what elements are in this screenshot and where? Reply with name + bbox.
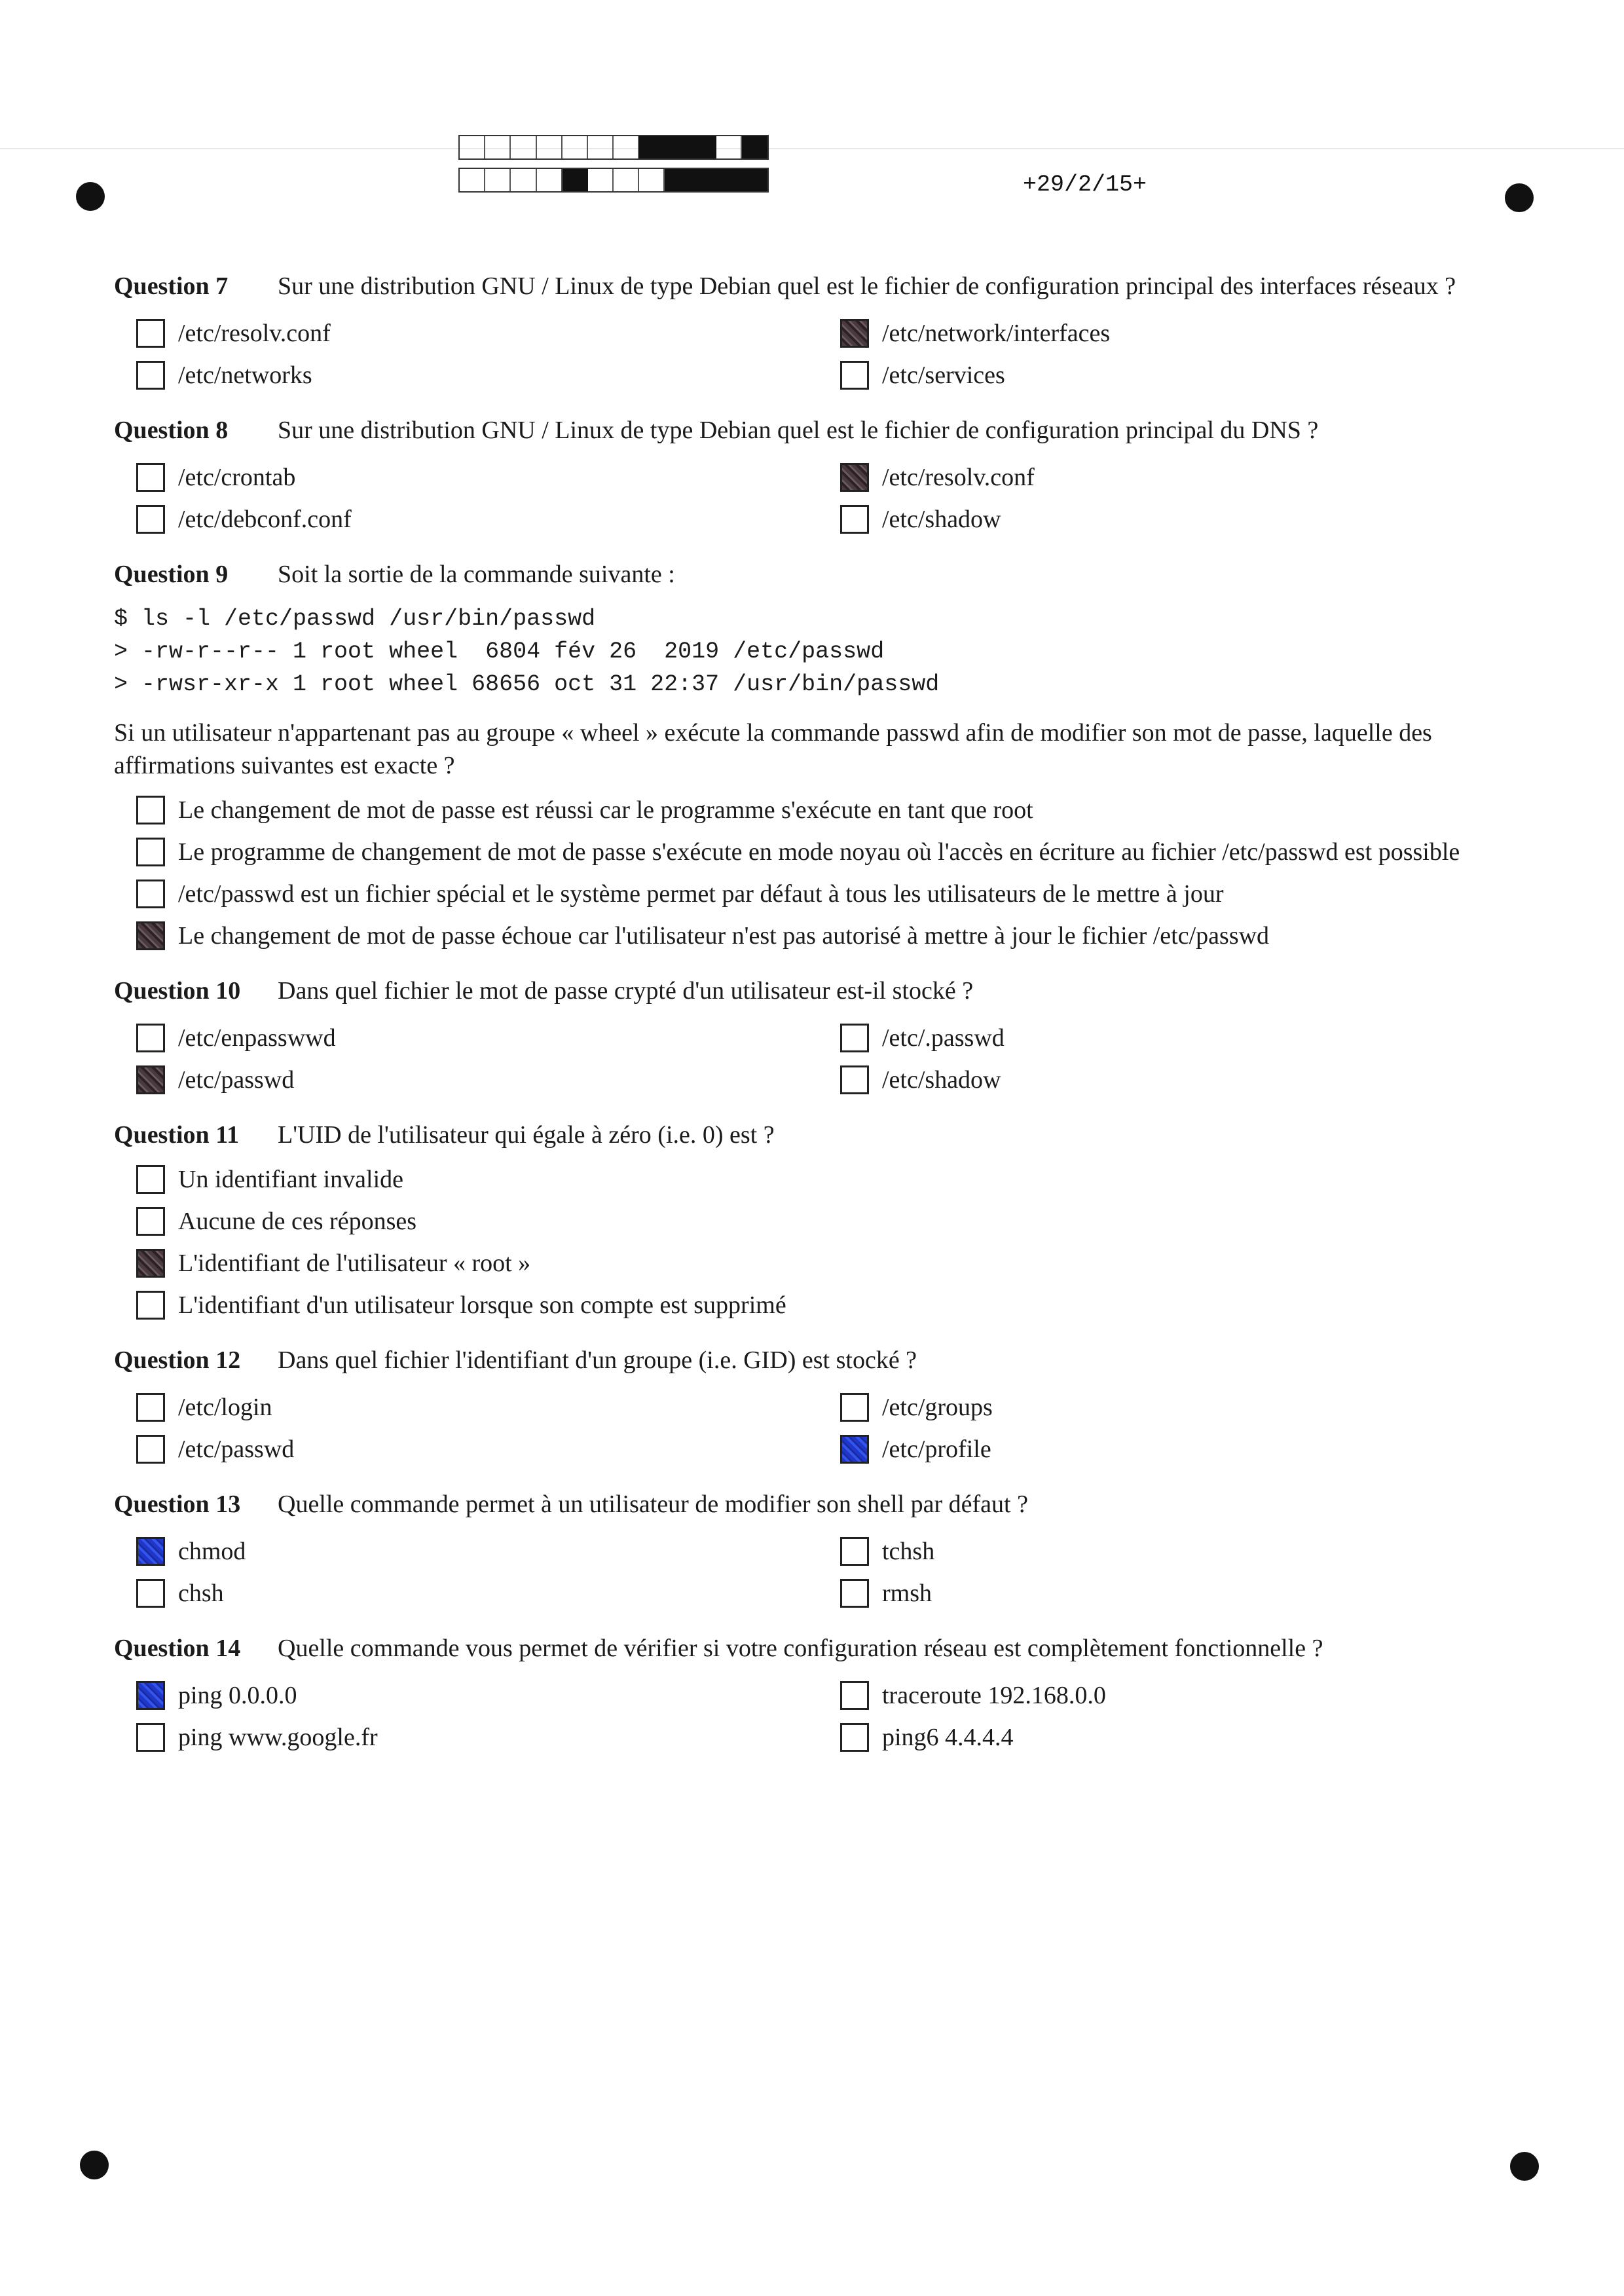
- command-output: [114, 602, 1509, 701]
- question-label: Question 11: [114, 1121, 240, 1149]
- answer-label: /etc/passwd: [178, 1435, 295, 1463]
- answer-label: rmsh: [882, 1580, 932, 1607]
- answer-option[interactable]: [840, 1535, 1531, 1568]
- answer-label: /etc/shadow: [882, 506, 1001, 533]
- answer-option[interactable]: [136, 1163, 1511, 1196]
- answer-option[interactable]: [840, 1679, 1531, 1712]
- answer-option[interactable]: [136, 794, 1511, 826]
- checked-checkbox[interactable]: [840, 319, 869, 348]
- code-line: > -rwsr-xr-x 1 root wheel 68656 oct 31 22:37 /usr/bin/passwd: [114, 671, 940, 697]
- barcode-cell: [563, 169, 588, 191]
- answer-label: /etc/.passwd: [882, 1024, 1005, 1052]
- answers-q13: [136, 1535, 1509, 1610]
- barcode-cell: [588, 136, 614, 158]
- empty-checkbox[interactable]: [136, 838, 165, 866]
- question-11: [114, 1119, 1509, 1151]
- empty-checkbox[interactable]: [840, 361, 869, 390]
- answer-label: Aucune de ces réponses: [178, 1208, 417, 1235]
- answer-option[interactable]: [136, 1289, 1511, 1322]
- answer-label: ping 0.0.0.0: [178, 1682, 297, 1709]
- answer-label: /etc/debconf.conf: [178, 506, 352, 533]
- answer-option[interactable]: [840, 1391, 1531, 1424]
- answer-option[interactable]: [840, 1721, 1531, 1754]
- answer-label: tchsh: [882, 1538, 935, 1565]
- question-text: Soit la sortie de la commande suivante :: [278, 561, 675, 588]
- answer-label: /etc/network/interfaces: [882, 320, 1111, 347]
- answer-option[interactable]: [136, 1433, 840, 1466]
- empty-checkbox[interactable]: [136, 796, 165, 824]
- question-label: Question 14: [114, 1635, 241, 1662]
- barcode-cell: [511, 169, 536, 191]
- student-id-barcode-row-2: [458, 168, 769, 193]
- question-text: L'UID de l'utilisateur qui égale à zéro (i.e. 0) est ?: [278, 1121, 775, 1149]
- barcode-cell: [460, 169, 485, 191]
- registration-dot-bottom-left: [80, 2151, 109, 2179]
- answers-q9: [136, 794, 1509, 952]
- answer-option[interactable]: [840, 1064, 1531, 1096]
- answer-label: ping www.google.fr: [178, 1724, 378, 1751]
- page-code: +29/2/15+: [1023, 172, 1147, 198]
- answer-label: Le programme de changement de mot de passe s'exécute en mode noyau où l'accès en écriture au fichier /etc/passwd est possible: [178, 838, 1460, 866]
- barcode-cell: [537, 136, 563, 158]
- checked-checkbox[interactable]: [136, 1065, 165, 1094]
- answer-label: /etc/login: [178, 1394, 272, 1421]
- answer-option[interactable]: [840, 503, 1531, 536]
- question-label: Question 9: [114, 561, 229, 588]
- checked-checkbox[interactable]: [840, 1435, 869, 1464]
- answer-label: /etc/services: [882, 361, 1005, 389]
- answer-label: /etc/profile: [882, 1435, 991, 1463]
- empty-checkbox[interactable]: [136, 505, 165, 534]
- answers-q8: [136, 461, 1509, 536]
- answer-option[interactable]: [136, 836, 1511, 868]
- barcode-cell: [716, 169, 742, 191]
- checked-checkbox[interactable]: [136, 1681, 165, 1710]
- empty-checkbox[interactable]: [136, 319, 165, 348]
- empty-checkbox[interactable]: [840, 1723, 869, 1752]
- barcode-cell: [716, 136, 742, 158]
- registration-dot-top-right: [1505, 183, 1534, 212]
- answer-option[interactable]: [136, 878, 1511, 910]
- answer-label: chsh: [178, 1580, 224, 1607]
- question-9: [114, 558, 1509, 591]
- answer-option[interactable]: [136, 1247, 1511, 1280]
- empty-checkbox[interactable]: [136, 1165, 165, 1194]
- questions-container: [114, 270, 1509, 1776]
- answer-label: /etc/crontab: [178, 464, 296, 491]
- question-8: [114, 414, 1509, 447]
- answer-option[interactable]: [136, 461, 840, 494]
- barcode-cell: [742, 169, 767, 191]
- answer-label: L'identifiant de l'utilisateur « root »: [178, 1250, 531, 1277]
- barcode-cell: [614, 136, 639, 158]
- barcode-cell: [563, 136, 588, 158]
- empty-checkbox[interactable]: [136, 1435, 165, 1464]
- checked-checkbox[interactable]: [136, 1249, 165, 1278]
- answer-label: /etc/passwd: [178, 1066, 295, 1094]
- barcode-cell: [485, 169, 511, 191]
- answer-option[interactable]: [840, 1022, 1531, 1054]
- empty-checkbox[interactable]: [136, 1723, 165, 1752]
- empty-checkbox[interactable]: [840, 1579, 869, 1608]
- code-line: $ ls -l /etc/passwd /usr/bin/passwd: [114, 606, 596, 632]
- answers-q14: [136, 1679, 1509, 1754]
- answer-option[interactable]: [136, 1577, 840, 1610]
- question-13: [114, 1488, 1509, 1521]
- checked-checkbox[interactable]: [840, 463, 869, 492]
- barcode-cell: [485, 136, 511, 158]
- question-14: [114, 1632, 1509, 1665]
- answer-label: ping6 4.4.4.4: [882, 1724, 1014, 1751]
- question-text: Quelle commande vous permet de vérifier si votre configuration réseau est complètement fonctionnelle ?: [278, 1635, 1323, 1662]
- answer-label: /etc/networks: [178, 361, 312, 389]
- answer-option[interactable]: [840, 1577, 1531, 1610]
- barcode-cell: [665, 136, 690, 158]
- barcode-cell: [665, 169, 690, 191]
- empty-checkbox[interactable]: [136, 1291, 165, 1320]
- empty-checkbox[interactable]: [136, 880, 165, 908]
- answer-label: /etc/resolv.conf: [882, 464, 1035, 491]
- question-text: Sur une distribution GNU / Linux de type Debian quel est le fichier de configuration principal du DNS ?: [278, 417, 1319, 444]
- registration-dot-bottom-right: [1510, 2152, 1539, 2181]
- answer-option[interactable]: [840, 461, 1531, 494]
- barcode-cell: [511, 136, 536, 158]
- answer-label: /etc/groups: [882, 1394, 993, 1421]
- barcode-cell: [588, 169, 614, 191]
- barcode-cell: [460, 136, 485, 158]
- answer-option[interactable]: [840, 317, 1531, 350]
- question-9-statement: Si un utilisateur n'appartenant pas au groupe « wheel » exécute la commande passwd afin de modifier son mot de passe, laquelle des affirmations suivantes est exacte ?: [114, 719, 1432, 779]
- answer-option[interactable]: [136, 1535, 840, 1568]
- answer-label: chmod: [178, 1538, 246, 1565]
- scan-line: [0, 148, 1624, 149]
- question-text: Dans quel fichier l'identifiant d'un groupe (i.e. GID) est stocké ?: [278, 1346, 917, 1374]
- question-label: Question 8: [114, 417, 229, 444]
- answer-option[interactable]: [840, 359, 1531, 392]
- question-label: Question 12: [114, 1346, 241, 1374]
- empty-checkbox[interactable]: [840, 1065, 869, 1094]
- empty-checkbox[interactable]: [136, 1393, 165, 1422]
- question-text: Dans quel fichier le mot de passe crypté d'un utilisateur est-il stocké ?: [278, 977, 974, 1005]
- barcode-cell: [742, 136, 767, 158]
- answers-q11: [136, 1163, 1509, 1322]
- empty-checkbox[interactable]: [840, 1681, 869, 1710]
- answer-option[interactable]: [136, 919, 1511, 952]
- answer-option[interactable]: [840, 1433, 1531, 1466]
- answer-label: Un identifiant invalide: [178, 1166, 404, 1193]
- barcode-cell: [537, 169, 563, 191]
- answer-label: /etc/enpasswwd: [178, 1024, 336, 1052]
- answer-label: /etc/passwd est un fichier spécial et le système permet par défaut à tous les utilisateurs de le mettre à jour: [178, 880, 1224, 908]
- barcode-cell: [614, 169, 639, 191]
- code-line: > -rw-r--r-- 1 root wheel 6804 fév 26 2019 /etc/passwd: [114, 639, 885, 665]
- empty-checkbox[interactable]: [136, 1207, 165, 1236]
- answer-option[interactable]: [136, 359, 840, 392]
- checked-checkbox[interactable]: [136, 1537, 165, 1566]
- answer-label: /etc/shadow: [882, 1066, 1001, 1094]
- question-12: [114, 1344, 1509, 1377]
- question-10: [114, 974, 1509, 1007]
- question-label: Question 7: [114, 272, 229, 300]
- question-text: Sur une distribution GNU / Linux de type Debian quel est le fichier de configuration principal des interfaces réseaux ?: [278, 272, 1456, 300]
- answer-option[interactable]: [136, 1721, 840, 1754]
- barcode-cell: [639, 136, 665, 158]
- barcode-cell: [639, 169, 665, 191]
- empty-checkbox[interactable]: [136, 1024, 165, 1052]
- question-label: Question 10: [114, 977, 241, 1005]
- registration-dot-top-left: [76, 182, 105, 211]
- empty-checkbox[interactable]: [136, 1579, 165, 1608]
- answer-option[interactable]: [136, 1205, 1511, 1238]
- answer-label: Le changement de mot de passe échoue car l'utilisateur n'est pas autorisé à mettre à jour le fichier /etc/passwd: [178, 922, 1270, 950]
- answers-q12: [136, 1391, 1509, 1466]
- empty-checkbox[interactable]: [136, 463, 165, 492]
- answer-option[interactable]: [136, 1064, 840, 1096]
- question-label: Question 13: [114, 1491, 241, 1518]
- answers-q10: [136, 1022, 1509, 1096]
- checked-checkbox[interactable]: [136, 921, 165, 950]
- answer-label: /etc/resolv.conf: [178, 320, 331, 347]
- empty-checkbox[interactable]: [840, 505, 869, 534]
- answers-q7: [136, 317, 1509, 392]
- barcode-cell: [691, 136, 716, 158]
- answer-label: traceroute 192.168.0.0: [882, 1682, 1106, 1709]
- answer-label: Le changement de mot de passe est réussi car le programme s'exécute en tant que root: [178, 796, 1033, 824]
- barcode-cell: [691, 169, 716, 191]
- question-7: [114, 270, 1509, 303]
- answer-option[interactable]: [136, 1022, 840, 1054]
- answer-option[interactable]: [136, 1679, 840, 1712]
- student-id-barcode-row-1: [458, 135, 769, 160]
- answer-option[interactable]: [136, 317, 840, 350]
- empty-checkbox[interactable]: [840, 1537, 869, 1566]
- question-text: Quelle commande permet à un utilisateur de modifier son shell par défaut ?: [278, 1491, 1028, 1518]
- empty-checkbox[interactable]: [840, 1393, 869, 1422]
- answer-label: L'identifiant d'un utilisateur lorsque son compte est supprimé: [178, 1291, 786, 1319]
- answer-option[interactable]: [136, 1391, 840, 1424]
- empty-checkbox[interactable]: [136, 361, 165, 390]
- answer-option[interactable]: [136, 503, 840, 536]
- empty-checkbox[interactable]: [840, 1024, 869, 1052]
